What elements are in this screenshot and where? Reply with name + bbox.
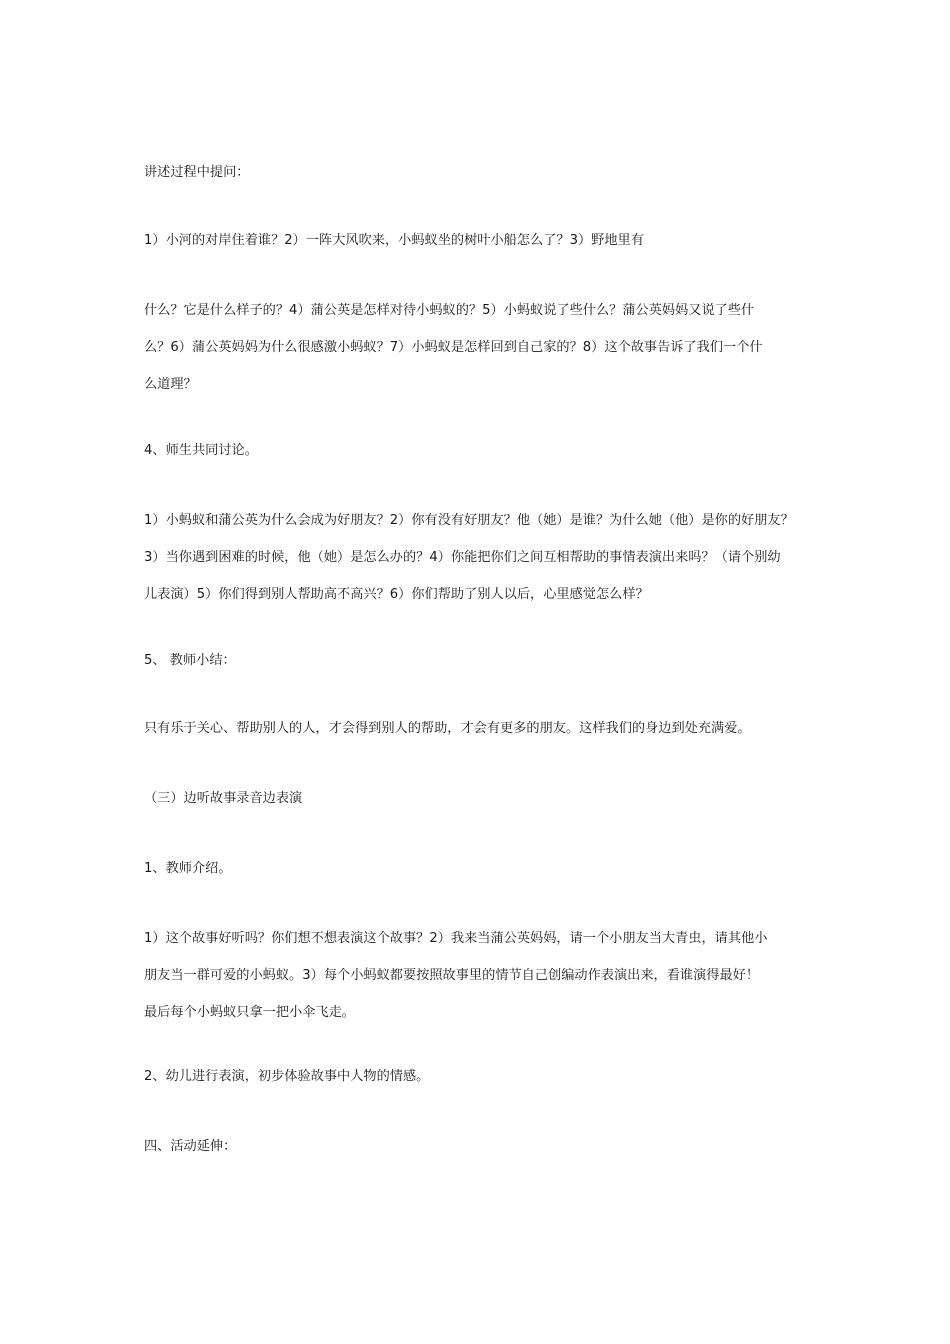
text-line: 1）这个故事好听吗？你们想不想表演这个故事？2）我来当蒲公英妈妈，请一个小朋友当大青虫，请其他小 bbox=[144, 931, 768, 946]
text-line: 最后每个小蚂蚁只拿一把小伞飞走。 bbox=[144, 1005, 355, 1020]
text-line: 3）当你遇到困难的时候，他（她）是怎么办的？4）你能把你们之间互相帮助的事情表演出来吗？（请个别幼 bbox=[144, 550, 781, 565]
questions-intro: 讲述过程中提问： bbox=[144, 165, 250, 180]
text-line: 么？6）蒲公英妈妈为什么很感激小蚂蚁？7）小蚂蚁是怎样回到自己家的？8）这个故事告诉了我们一个什 bbox=[144, 340, 763, 355]
section-heading-discussion: 4、师生共同讨论。 bbox=[144, 443, 258, 458]
questions-line-1: 1）小河的对岸住着谁？2）一阵大风吹来，小蚂蚁坐的树叶小船怎么了？3）野地里有 bbox=[144, 233, 644, 248]
questions-continued bbox=[144, 292, 824, 403]
text-line: 么道理？ bbox=[144, 377, 197, 392]
discussion-questions bbox=[144, 502, 824, 613]
text-line: 1）小蚂蚁和蒲公英为什么会成为好朋友？2）你有没有好朋友？他（她）是谁？为什么她（他）是你的好朋友？ bbox=[144, 513, 794, 528]
text-line: 朋友当一群可爱的小蚂蚁。3）每个小蚂蚁都要按照故事里的情节自己创编动作表演出来，看谁演得最好！ bbox=[144, 968, 760, 983]
section-heading-children-perform: 2、幼儿进行表演，初步体验故事中人物的情感。 bbox=[144, 1069, 430, 1084]
intro-questions bbox=[144, 920, 824, 1031]
section-heading-extension: 四、活动延伸： bbox=[144, 1139, 237, 1154]
section-heading-performance: （三）边听故事录音边表演 bbox=[144, 791, 303, 806]
text-line: 儿表演）5）你们得到别人帮助高不高兴？6）你们帮助了别人以后，心里感觉怎么样？ bbox=[144, 587, 649, 602]
section-heading-summary: 5、 教师小结： bbox=[144, 653, 236, 668]
summary-text: 只有乐于关心、帮助别人的人，才会得到别人的帮助，才会有更多的朋友。这样我们的身边到处充满爱。 bbox=[144, 721, 751, 736]
text-line: 什么？它是什么样子的？4）蒲公英是怎样对待小蚂蚁的？5）小蚂蚁说了些什么？蒲公英妈妈又说了些什 bbox=[144, 303, 755, 318]
section-heading-intro: 1、教师介绍。 bbox=[144, 861, 232, 876]
